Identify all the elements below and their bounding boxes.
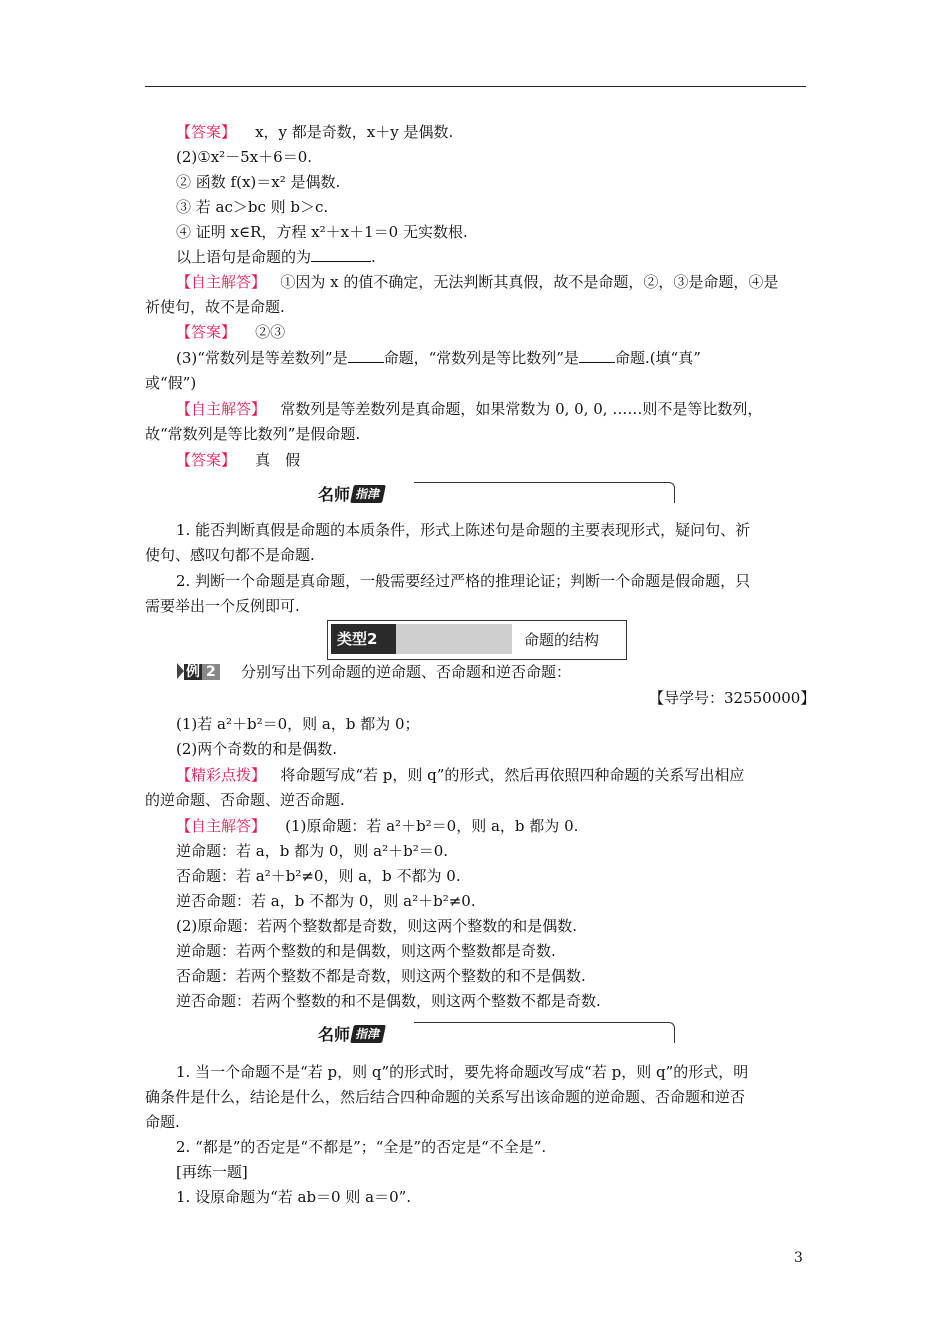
tip1-para: 1. 能否判断真假是命题的本质条件，形式上陈述句是命题的主要表现形式，疑问句、祈 — [176, 521, 751, 539]
q2-answer-text: ②③ — [255, 323, 286, 341]
q2-solution-cont: 祈使句，故不是命题. — [145, 298, 285, 316]
highlight-cont: 的逆命题、否命题、逆否命题. — [145, 791, 345, 809]
q2-solution — [176, 270, 778, 294]
q2-item: ④ 证明 x∈R，方程 x²＋x＋1＝0 无实数根. — [176, 223, 468, 241]
tip-title: 名师 指津 — [318, 482, 384, 508]
tip-badge: 指津 — [350, 485, 386, 503]
example-number: 2 — [202, 664, 220, 680]
solution-line: 否命题：若两个整数不都是奇数，则这两个整数的和不是偶数. — [176, 967, 586, 985]
example-solution-text: (1)原命题：若 a²＋b²＝0，则 a，b 都为 0. — [285, 817, 579, 835]
example-prompt: 分别写出下列命题的逆命题、否命题和逆否命题： — [241, 663, 572, 681]
self-solve-label: 【自主解答】 — [176, 817, 267, 835]
page-number: 3 — [794, 1250, 803, 1266]
q2-title: (2)①x²－5x＋6＝0. — [176, 148, 313, 166]
tip1-para-cont: 使句、感叹句都不是命题. — [145, 546, 315, 564]
tip-title: 名师 指津 — [318, 1022, 384, 1048]
tip-frame — [414, 1022, 675, 1043]
example-word: 例 — [186, 664, 200, 680]
answer-blank — [579, 348, 615, 363]
tip2-para: 1. 当一个命题不是“若 p，则 q”的形式时，要先将命题改写成“若 p，则 q”的形式，明 — [176, 1063, 749, 1081]
q3-question — [176, 346, 701, 370]
tip-badge: 指津 — [350, 1025, 386, 1043]
practice-item: 1. 设原命题为“若 ab＝0 则 a＝0”. — [176, 1188, 412, 1206]
tip-banner — [318, 1022, 676, 1048]
q3-text-b: 命题，“常数列是等比数列”是 — [383, 349, 579, 367]
tip2-para-cont: 命题. — [145, 1113, 180, 1131]
q2-item: ③ 若 ac＞bc 则 b＞c. — [176, 198, 329, 216]
solution-line: 逆否命题：若两个整数的和不是偶数，则这两个整数不都是奇数. — [176, 992, 601, 1010]
answer-blank — [348, 348, 384, 363]
q2-prompt-text: 以上语句是命题的为 — [176, 248, 312, 266]
self-solve-label: 【自主解答】 — [176, 400, 267, 418]
solution-line: 逆命题：若 a，b 都为 0，则 a²＋b²＝0. — [176, 842, 449, 860]
q2-item: ② 函数 f(x)＝x² 是偶数. — [176, 173, 341, 191]
tip2-para-cont: 确条件是什么，结论是什么，然后结合四种命题的关系写出该命题的逆命题、否命题和逆否 — [145, 1088, 746, 1106]
q3-answer — [176, 448, 300, 472]
solution-line: 否命题：若 a²＋b²≠0，则 a，b 不都为 0. — [176, 867, 461, 885]
answer-label: 【答案】 — [176, 451, 237, 469]
highlight-text: 将命题写成“若 p，则 q”的形式，然后再依照四种命题的关系写出相应 — [280, 766, 745, 784]
type-decor — [396, 624, 512, 654]
example-item: (2)两个奇数的和是偶数. — [176, 740, 338, 758]
solution-line: (2)原命题：若两个整数都是奇数，则这两个整数的和是偶数. — [176, 917, 578, 935]
highlight-label: 【精彩点拨】 — [176, 766, 267, 784]
example-item: (1)若 a²＋b²＝0，则 a，b 都为 0； — [176, 715, 420, 733]
q3-solution — [176, 397, 762, 421]
q3-solution-cont: 故“常数列是等比数列”是假命题. — [145, 425, 361, 443]
example-tag — [177, 661, 220, 683]
self-solve-label: 【自主解答】 — [176, 273, 267, 291]
highlight — [176, 763, 744, 787]
solution-line: 逆否命题：若 a，b 不都为 0，则 a²＋b²≠0. — [176, 892, 476, 910]
q2-prompt-end: . — [371, 248, 376, 266]
type-heading — [327, 620, 627, 660]
q2-answer — [176, 320, 285, 344]
tip1-para-cont: 需要举出一个反例即可. — [145, 597, 300, 615]
header-rule — [145, 86, 806, 87]
guide-number: 【导学号：32550000】 — [649, 689, 816, 707]
answer-label: 【答案】 — [176, 323, 237, 341]
q3-solution-text: 常数列是等差数列是真命题，如果常数为 0, 0, 0, ……则不是等比数列， — [280, 400, 763, 418]
answer-label: 【答案】 — [176, 123, 237, 141]
type-label: 类型2 — [331, 624, 396, 654]
q2-prompt — [176, 245, 376, 269]
answer-1 — [176, 120, 453, 144]
q3-question-cont: 或“假”) — [145, 374, 197, 392]
tip-banner — [318, 482, 676, 508]
answer-1-text: x，y 都是奇数，x＋y 是偶数. — [255, 123, 454, 141]
practice-title: [再练一题] — [176, 1163, 248, 1181]
q3-answer-text: 真 假 — [255, 451, 301, 469]
solution-line: 逆命题：若两个整数的和是偶数，则这两个整数都是奇数. — [176, 942, 556, 960]
q3-text-c: 命题.(填“真” — [614, 349, 701, 367]
tip-frame — [414, 482, 675, 503]
type-title: 命题的结构 — [524, 631, 600, 649]
answer-blank — [311, 247, 371, 262]
example-solution — [176, 814, 578, 838]
q3-text-a: (3)“常数列是等差数列”是 — [176, 349, 348, 367]
tip1-para: 2. 判断一个命题是真命题，一般需要经过严格的推理论证；判断一个命题是假命题，只 — [176, 572, 751, 590]
example-arrow-icon — [177, 663, 184, 679]
tip2-para: 2. “都是”的否定是“不都是”；“全是”的否定是“不全是”. — [176, 1138, 547, 1156]
q2-solution-text: ①因为 x 的值不确定，无法判断其真假，故不是命题，②，③是命题，④是 — [280, 273, 779, 291]
